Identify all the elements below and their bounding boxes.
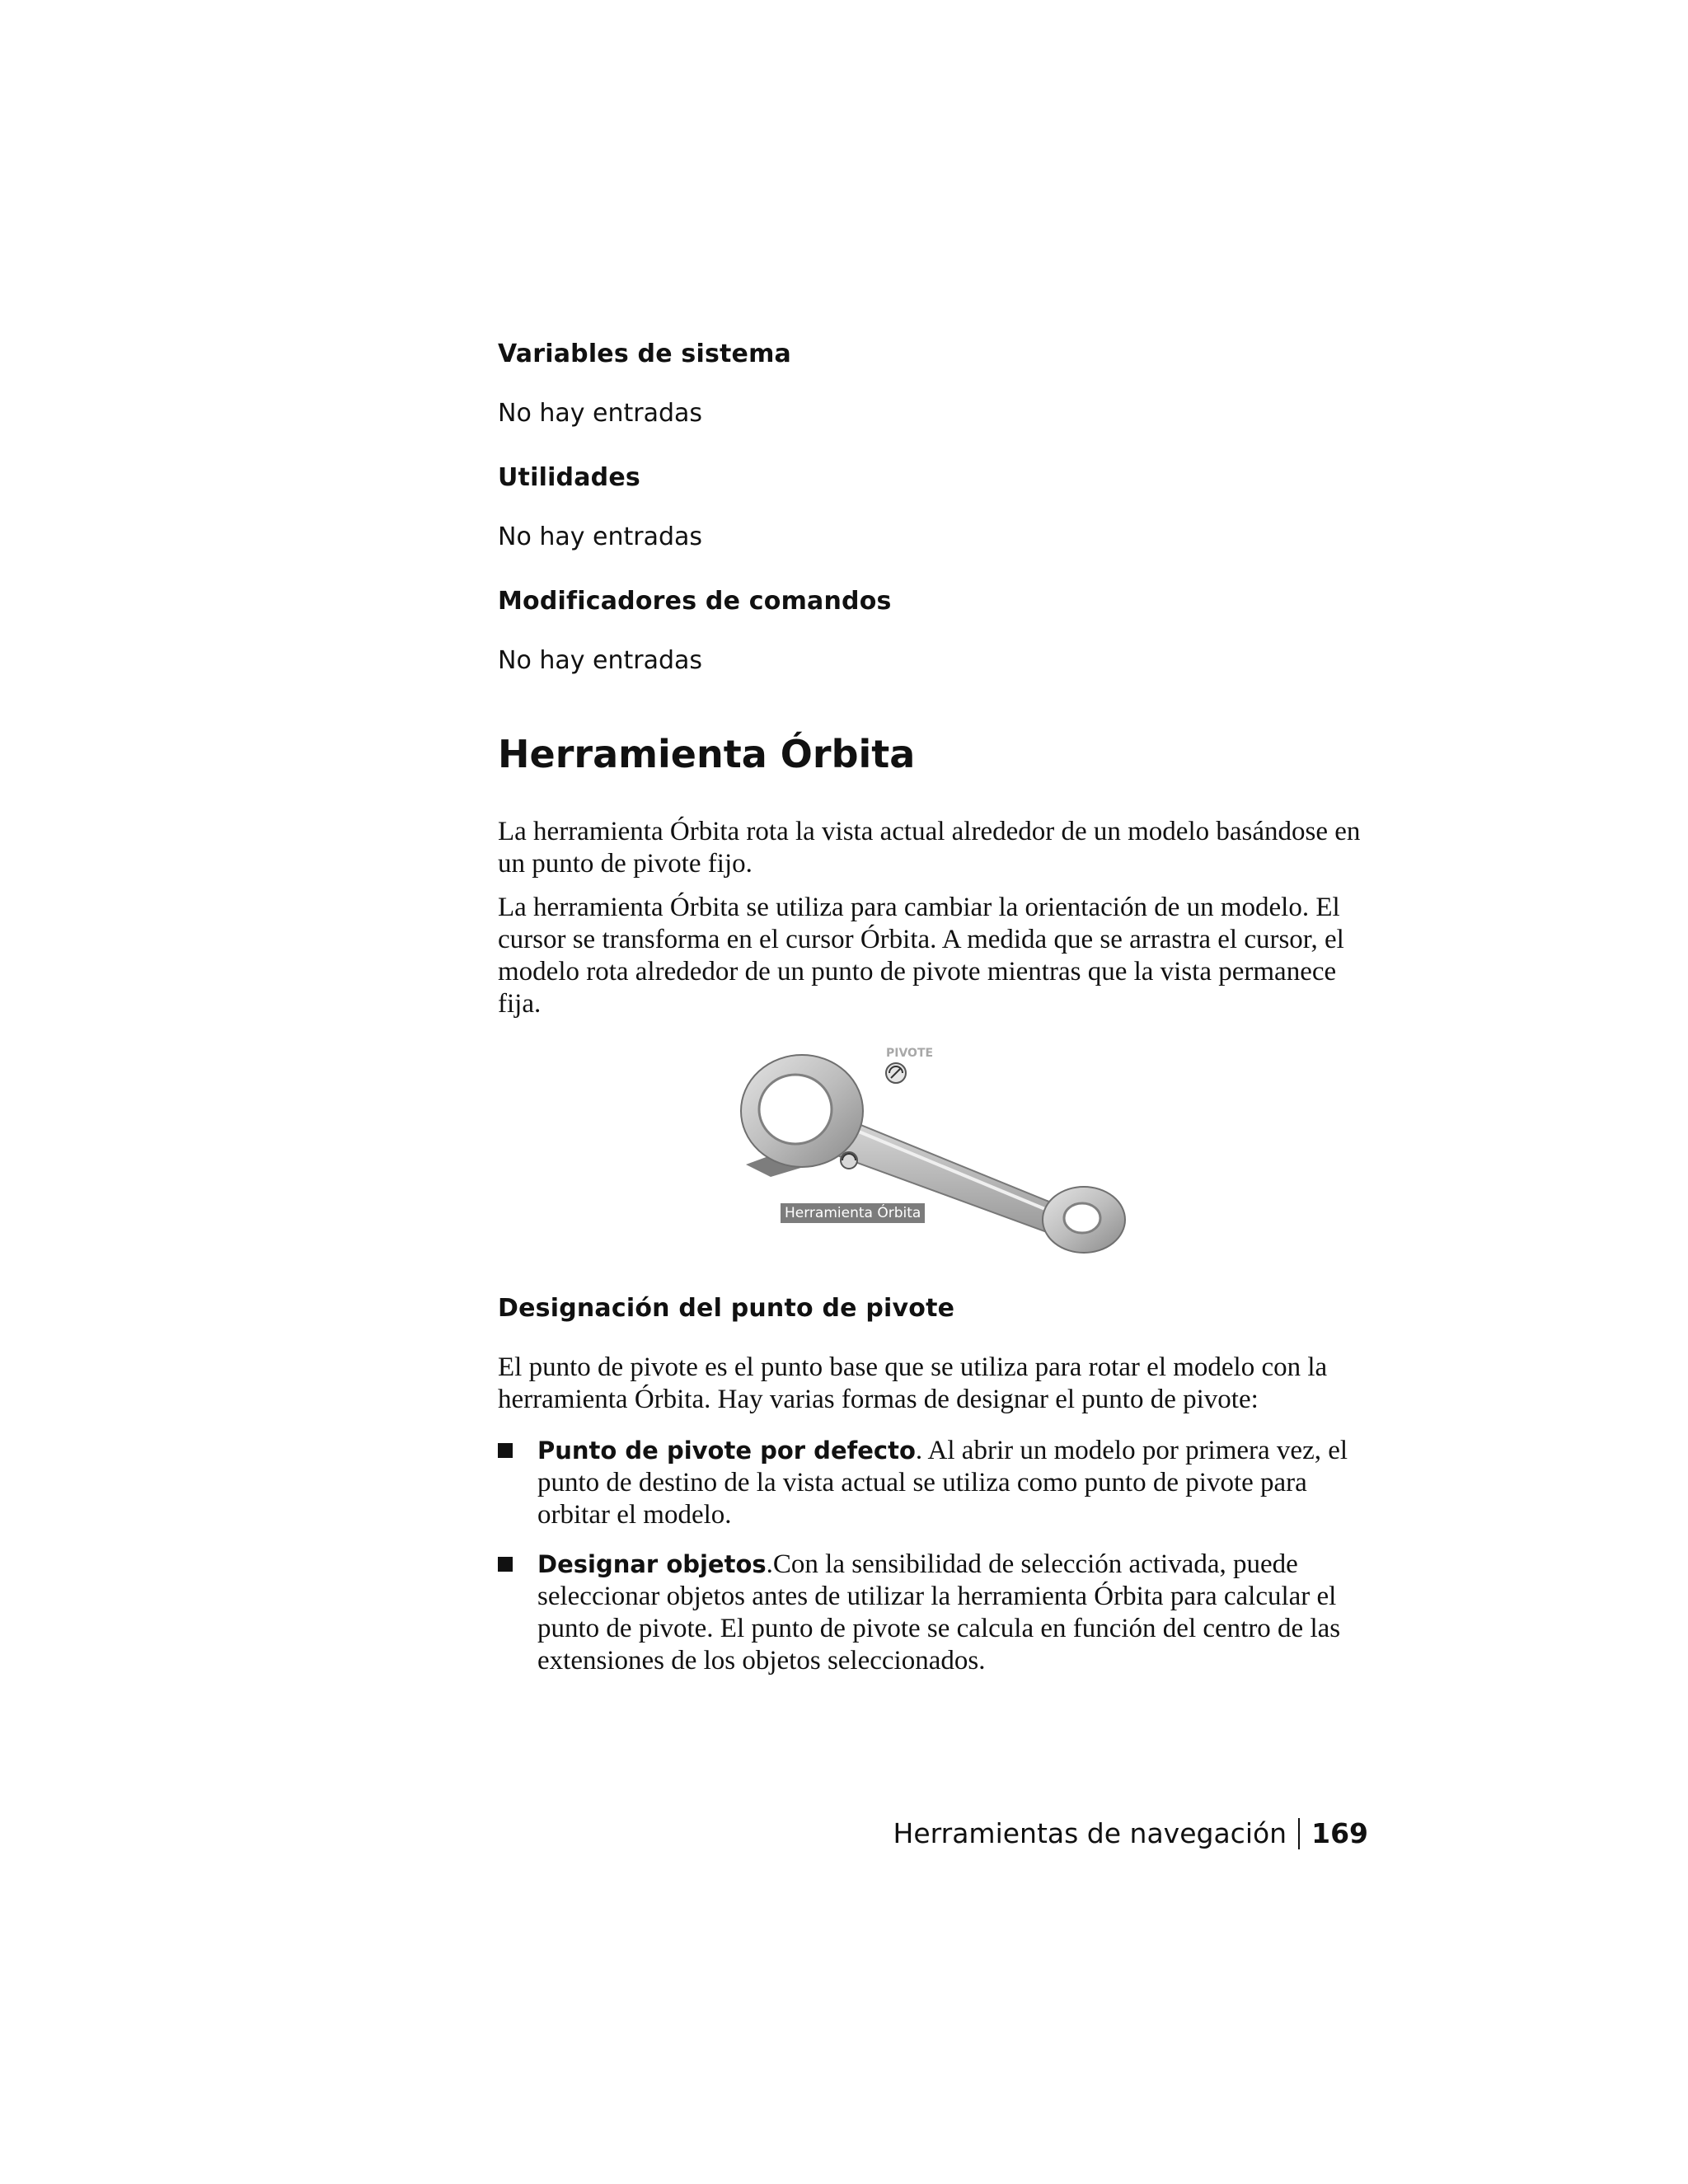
list-item-lead: Designar objetos bbox=[537, 1550, 767, 1578]
list-item-text bbox=[537, 1435, 1372, 1531]
section-body-utilities: No hay entradas bbox=[498, 523, 703, 551]
orbit-description bbox=[498, 816, 1372, 1020]
list-item-body: . Al abrir un modelo por primera vez, el punto de destino de la vista actual se utiliza como punto de pivote para orbitar el modelo. bbox=[537, 1436, 1348, 1530]
pivot-section-heading: Designación del punto de pivote bbox=[498, 1294, 955, 1323]
section-body-command-modifiers: No hay entradas bbox=[498, 646, 703, 675]
bullet-square-icon bbox=[498, 1557, 513, 1572]
list-item bbox=[498, 1435, 1372, 1531]
page-number: 169 bbox=[1311, 1817, 1368, 1849]
section-heading-utilities: Utilidades bbox=[498, 463, 640, 492]
orbit-paragraph-1: La herramienta Órbita rota la vista actual alrededor de un modelo basándose en un punto de pivote fijo. bbox=[498, 817, 1361, 879]
footer-chapter-title: Herramientas de navegación bbox=[893, 1817, 1287, 1849]
orbit-figure bbox=[738, 1037, 1133, 1268]
orbit-paragraph-2: La herramienta Órbita se utiliza para cambiar la orientación de un modelo. El cursor se transforma en el cursor Órbita. A medida que se arrastra el cursor, el modelo rota alrededor de un punto de pivote mientras que la vista permanece fija. bbox=[498, 893, 1344, 1019]
footer-separator bbox=[1298, 1818, 1300, 1849]
pivot-label: PIVOTE bbox=[886, 1047, 934, 1060]
list-item-body: .Con la sensibilidad de selección activada, puede seleccionar objetos antes de utilizar la herramienta Órbita para calcular el punto de pivote. El punto de pivote se calcula en función del centro de las extensiones de los objetos seleccionados. bbox=[537, 1549, 1341, 1675]
connecting-rod-illustration bbox=[738, 1037, 1133, 1268]
section-heading-command-modifiers: Modificadores de comandos bbox=[498, 587, 892, 616]
orbit-tool-label: Herramienta Órbita bbox=[781, 1203, 925, 1223]
section-heading-system-variables: Variables de sistema bbox=[498, 340, 792, 368]
bullet-square-icon bbox=[498, 1443, 513, 1458]
pivot-section-intro: El punto de pivote es el punto base que se utiliza para rotar el modelo con la herramienta Órbita. Hay varias formas de designar el punto de pivote: bbox=[498, 1352, 1328, 1414]
list-item bbox=[498, 1549, 1372, 1677]
section-body-system-variables: No hay entradas bbox=[498, 399, 703, 428]
page-title: Herramienta Órbita bbox=[498, 732, 916, 776]
page-footer bbox=[893, 1817, 1368, 1849]
list-item-lead: Punto de pivote por defecto bbox=[537, 1436, 916, 1465]
list-item-text bbox=[537, 1549, 1372, 1677]
